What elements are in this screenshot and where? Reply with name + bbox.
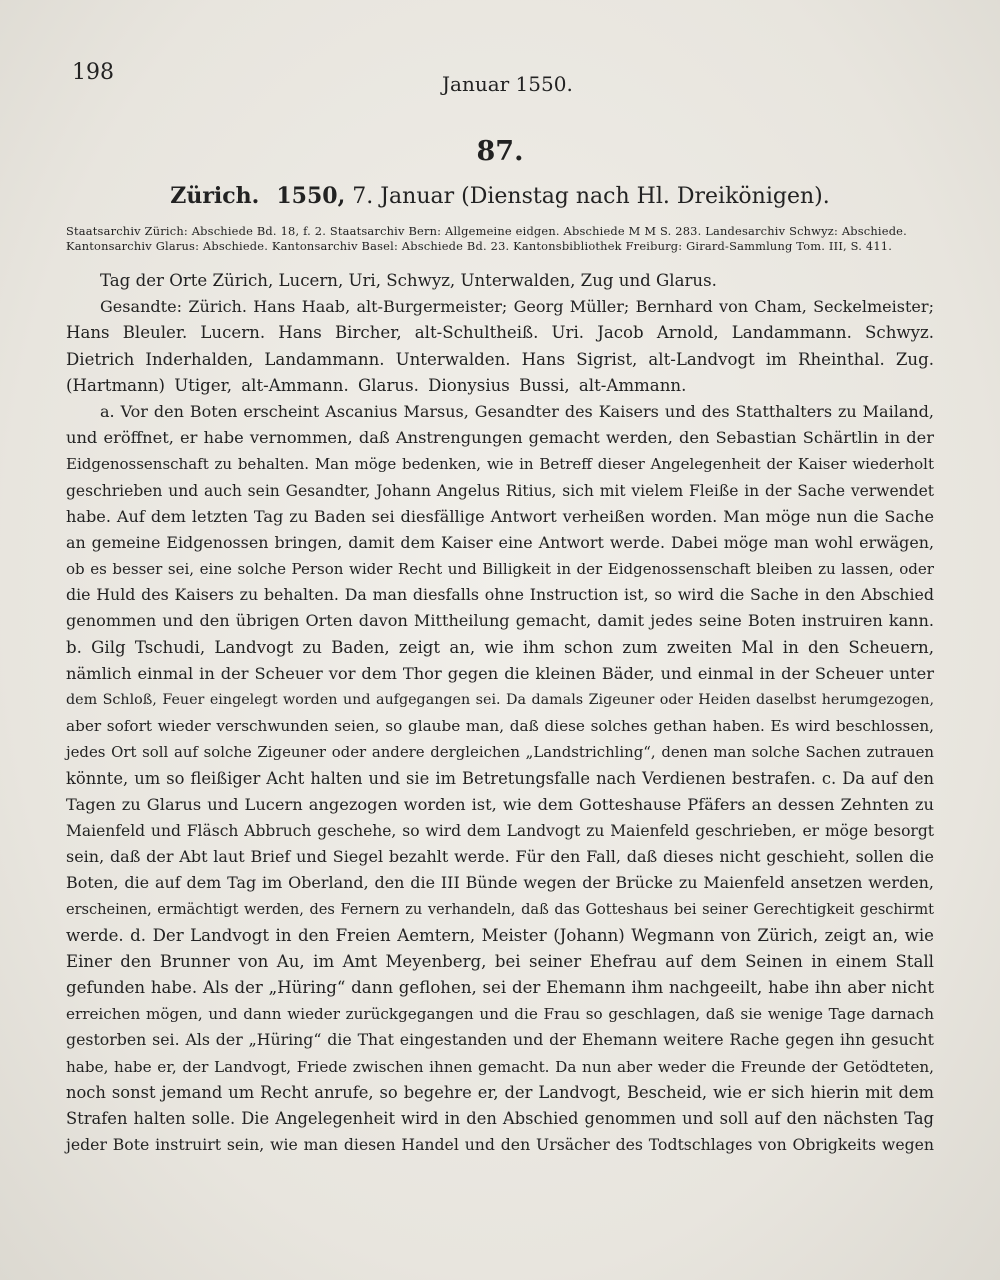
text-line: ob es besser sei, eine solche Person wider Recht und Billigkeit in der Eidgenossenschaft bleiben zu lassen, oder (66, 560, 934, 579)
archive-sources (66, 224, 934, 254)
text-line: noch sonst jemand um Recht anrufe, so begehre er, der Landvogt, Bescheid, wie er sich hierin mit dem (66, 1082, 934, 1102)
text-line: und eröffnet, er habe vernommen, daß Anstrengungen gemacht werden, den Sebastian Schärtlin in der (66, 428, 934, 448)
text-line: gefunden habe. Als der „Hüring“ dann geflohen, sei der Ehemann ihm nachgeeilt, habe ihn aber nicht (66, 978, 934, 998)
text-line: sein, daß der Abt laut Brief und Siegel bezahlt werde. Für den Fall, daß dieses nicht geschieht, sollen die (66, 847, 934, 867)
source-line: Kantonsarchiv Glarus: Abschiede. Kantonsarchiv Basel: Abschiede Bd. 23. Kantonsbibliothek Freiburg: Girard-Sammlung Tom. III, S. 411. (66, 239, 893, 253)
heading-date: 7. Januar (Dienstag nach Hl. Dreikönigen). (352, 184, 830, 209)
text-line: Einer den Brunner von Au, im Amt Meyenberg, bei seiner Ehefrau auf dem Seinen in einem Stall (66, 951, 934, 971)
text-line: Maienfeld und Fläsch Abbruch geschehe, so wird dem Landvogt zu Maienfeld geschrieben, er möge besorgt (66, 821, 934, 840)
text-line: Tag der Orte Zürich, Lucern, Uri, Schwyz, Unterwalden, Zug und Glarus. (100, 271, 717, 290)
page-number: 198 (72, 60, 114, 85)
document-heading (0, 183, 1000, 209)
text-line: an gemeine Eidgenossen bringen, damit dem Kaiser eine Antwort werde. Dabei möge man wohl erwägen, (66, 532, 934, 552)
heading-place: Zürich. (170, 183, 260, 209)
text-line: (Hartmann) Utiger, alt-Ammann. Glarus. Dionysius Bussi, alt-Ammann. (66, 375, 687, 395)
text-line: a. Vor den Boten erscheint Ascanius Marsus, Gesandter des Kaisers und des Statthalters zu Mailand, (100, 401, 934, 421)
text-line: dem Schloß, Feuer eingelegt worden und aufgegangen sei. Da damals Zigeuner oder Heiden daselbst herumgezogen, (66, 692, 934, 708)
text-line: b. Gilg Tschudi, Landvogt zu Baden, zeigt an, wie ihm schon zum zweiten Mal in den Scheuern, (66, 637, 934, 657)
text-line: nämlich einmal in der Scheuer vor dem Thor gegen die kleinen Bäder, und einmal in der Scheuer unter (66, 663, 934, 683)
heading-year: 1550, (276, 183, 346, 209)
running-head: Januar 1550. (442, 72, 573, 96)
text-line: erreichen mögen, und dann wieder zurückgegangen und die Frau so geschlagen, daß sie wenige Tage darnach (66, 1005, 934, 1024)
text-line: jedes Ort soll auf solche Zigeuner oder andere dergleichen „Landstrichling“, denen man solche Sachen zutrauen (66, 743, 934, 762)
text-line: erscheinen, ermächtigt werden, des Fernern zu verhandeln, daß das Gotteshaus bei seiner Gerechtigkeit geschirmt (66, 901, 934, 918)
document-number: 87. (476, 136, 524, 167)
text-line: aber sofort wieder verschwunden seien, so glaube man, daß diese solches gethan haben. Es wird beschlossen, (66, 717, 934, 736)
text-line: Hans Bleuler. Lucern. Hans Bircher, alt-Schultheiß. Uri. Jacob Arnold, Landammann. Schwyz. (66, 323, 934, 343)
text-line: Eidgenossenschaft zu behalten. Man möge bedenken, wie in Betreff dieser Angelegenheit der Kaiser wiederholt (66, 455, 934, 474)
text-line: habe, habe er, der Landvogt, Friede zwischen ihnen gemacht. Da nun aber weder die Freunde der Getödteten, (66, 1057, 934, 1076)
text-line: Gesandte: Zürich. Hans Haab, alt-Burgermeister; Georg Müller; Bernhard von Cham, Seckelmeister; (100, 297, 934, 317)
text-line: jeder Bote instruirt sein, wie man diesen Handel und den Ursächer des Todtschlages von Obrigkeits wegen (66, 1135, 934, 1155)
text-line: genommen und den übrigen Orten davon Mittheilung gemacht, damit jedes seine Boten instruiren kann. (66, 611, 934, 631)
body-text (66, 268, 934, 1158)
text-line: Strafen halten solle. Die Angelegenheit wird in den Abschied genommen und soll auf den nächsten Tag (66, 1109, 934, 1128)
text-line: geschrieben und auch sein Gesandter, Johann Angelus Ritius, sich mit vielem Fleiße in der Sache verwendet (66, 481, 934, 500)
text-line: habe. Auf dem letzten Tag zu Baden sei diesfällige Antwort verheißen worden. Man möge nun die Sache (66, 506, 934, 526)
text-line: Tagen zu Glarus und Lucern angezogen worden ist, wie dem Gotteshause Pfäfers an dessen Zehnten zu (66, 794, 934, 814)
text-line: könnte, um so fleißiger Acht halten und sie im Betretungsfalle nach Verdienen bestrafen. c. Da auf den (66, 768, 934, 788)
text-line: gestorben sei. Als der „Hüring“ die That eingestanden und der Ehemann weitere Rache gegen ihn gesucht (66, 1030, 934, 1050)
text-line: Boten, die auf dem Tag im Oberland, den die III Bünde wegen der Brücke zu Maienfeld ansetzen werden, (66, 873, 934, 893)
text-line: die Huld des Kaisers zu behalten. Da man diesfalls ohne Instruction ist, so wird die Sache in den Abschied (66, 585, 934, 605)
text-line: Dietrich Inderhalden, Landammann. Unterwalden. Hans Sigrist, alt-Landvogt im Rheinthal. Zug. (66, 349, 934, 369)
source-line: Staatsarchiv Zürich: Abschiede Bd. 18, f. 2. Staatsarchiv Bern: Allgemeine eidgen. Abschiede M M S. 283. Landesarchiv Schwyz: Abschiede. (66, 224, 907, 238)
text-line: werde. d. Der Landvogt in den Freien Aemtern, Meister (Johann) Wegmann von Zürich, zeigt an, wie (66, 925, 934, 945)
